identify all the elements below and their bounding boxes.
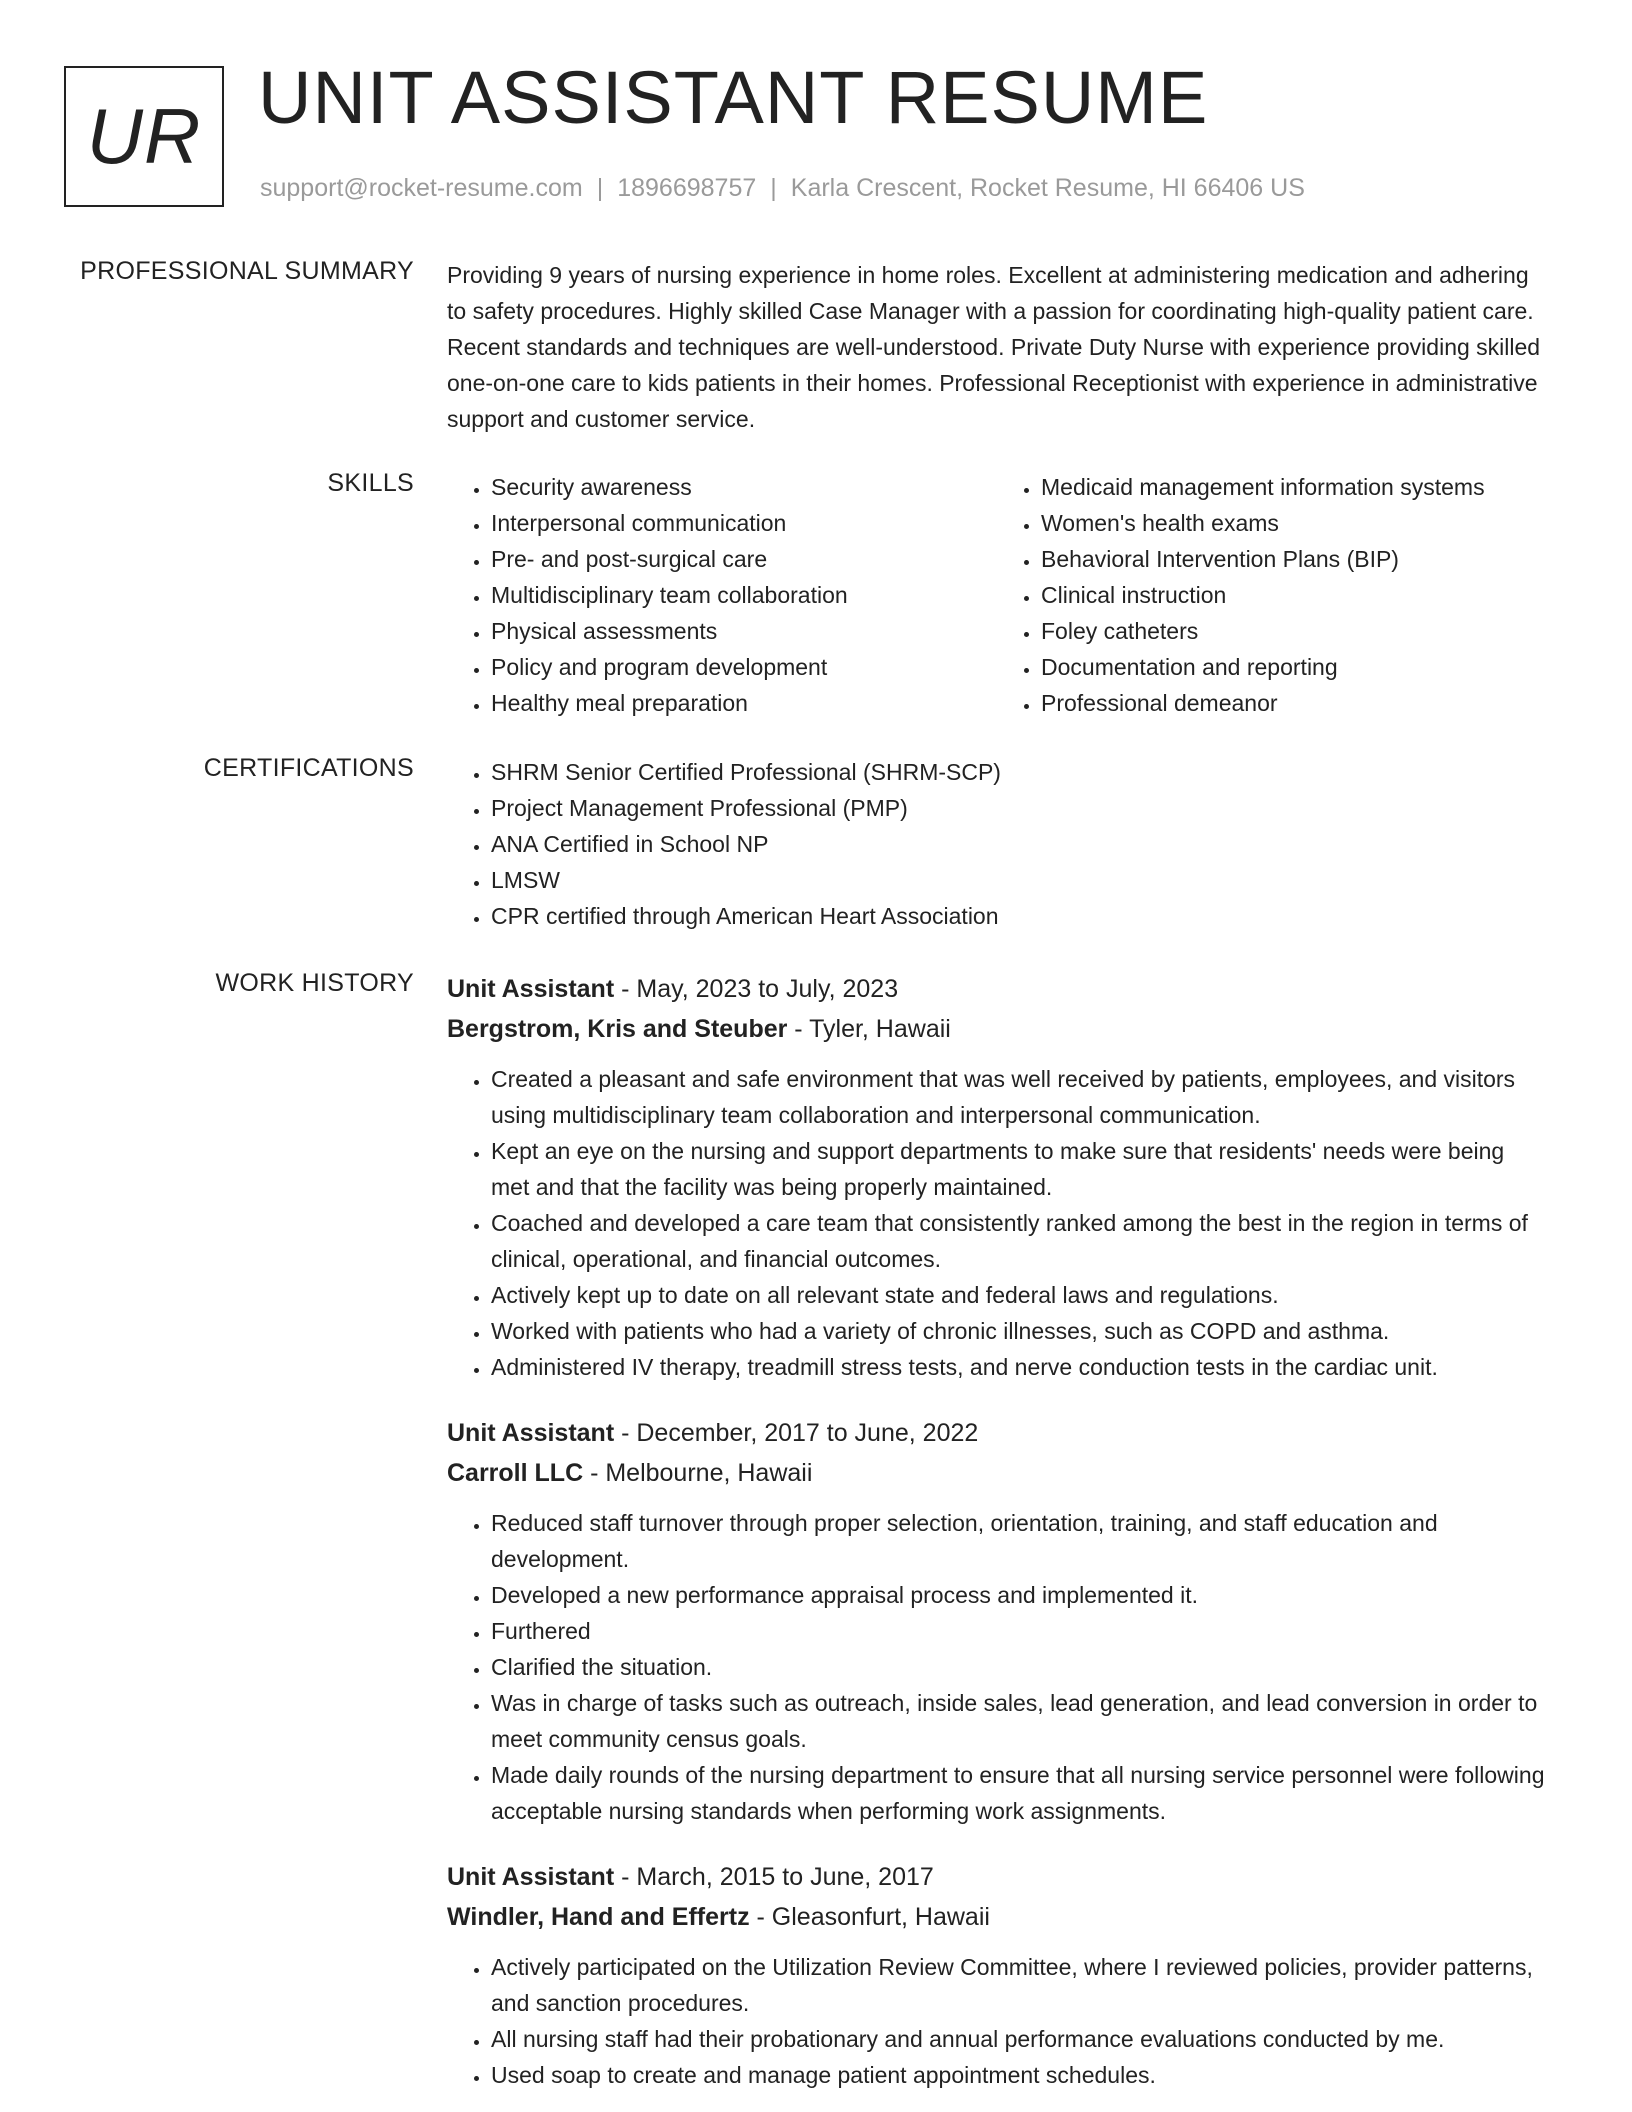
job-company-line (447, 1897, 1547, 1937)
contact-email[interactable]: support@rocket-resume.com (260, 174, 583, 202)
job-bullet: • Actively kept up to date on all relevant state and federal laws and regulations. (491, 1277, 1547, 1313)
section-label-certifications: CERTIFICATIONS (203, 754, 414, 782)
skills-list-right (997, 469, 1547, 721)
job-bullet: • Developed a new performance appraisal process and implemented it. (491, 1577, 1547, 1613)
certifications-content (447, 754, 1547, 934)
work-history-content (447, 969, 1547, 2093)
summary-text: Providing 9 years of nursing experience in home roles. Excellent at administering medication and adhering to safety procedures. Highly skilled Case Manager with a passion for coordinating high-quality patient care. Recent standards and techniques are well-understood. Private Duty Nurse with experience providing skilled one-on-one care to kids patients in their homes. Professional Receptionist with experience in administrative support and customer service. (447, 262, 1541, 432)
summary-content (447, 257, 1547, 437)
job-title-line (447, 1413, 1547, 1453)
section-label-work-history: WORK HISTORY (215, 969, 414, 997)
certification-item: • ANA Certified in School NP (491, 826, 1547, 862)
certification-item: • Project Management Professional (PMP) (491, 790, 1547, 826)
job-title: Unit Assistant (447, 975, 615, 1003)
job-entry (447, 1413, 1547, 1829)
job-dates: - March, 2015 to June, 2017 (614, 1863, 934, 1891)
skill-item: • Clinical instruction (1041, 577, 1547, 613)
job-dates: - May, 2023 to July, 2023 (614, 975, 899, 1003)
job-bullet: • All nursing staff had their probationary and annual performance evaluations conducted by me. (491, 2021, 1547, 2057)
job-location: - Gleasonfurt, Hawaii (749, 1903, 990, 1931)
job-bullet: • Reduced staff turnover through proper selection, orientation, training, and staff education and development. (491, 1505, 1547, 1577)
certification-item: • SHRM Senior Certified Professional (SHRM-SCP) (491, 754, 1547, 790)
job-bullets (447, 1061, 1547, 1385)
skill-item: • Policy and program development (491, 649, 997, 685)
job-bullet: • Coached and developed a care team that consistently ranked among the best in the region in terms of clinical, operational, and financial outcomes. (491, 1205, 1547, 1277)
skill-item: • Physical assessments (491, 613, 997, 649)
monogram-box (64, 66, 224, 207)
contact-phone[interactable]: 1896698757 (617, 174, 757, 202)
monogram-initials: UR (86, 92, 202, 180)
certifications-list (447, 754, 1547, 934)
job-title-line (447, 969, 1547, 1009)
job-entry (447, 969, 1547, 1385)
job-bullet: • Worked with patients who had a variety of chronic illnesses, such as COPD and asthma. (491, 1313, 1547, 1349)
job-company: Windler, Hand and Effertz (447, 1903, 750, 1931)
job-bullet: • Was in charge of tasks such as outreach, inside sales, lead generation, and lead conversion in order to meet community census goals. (491, 1685, 1547, 1757)
job-bullet: • Administered IV therapy, treadmill stress tests, and nerve conduction tests in the cardiac unit. (491, 1349, 1547, 1385)
job-bullet: • Furthered (491, 1613, 1547, 1649)
skill-item: • Behavioral Intervention Plans (BIP) (1041, 541, 1547, 577)
skill-item: • Interpersonal communication (491, 505, 997, 541)
skill-item: • Healthy meal preparation (491, 685, 997, 721)
skill-item: • Professional demeanor (1041, 685, 1547, 721)
job-location: - Melbourne, Hawaii (583, 1459, 813, 1487)
skills-list-left (447, 469, 997, 721)
job-bullet: • Kept an eye on the nursing and support departments to make sure that residents' needs were being met and that the facility was being properly maintained. (491, 1133, 1547, 1205)
section-label-skills: SKILLS (327, 469, 414, 497)
contact-separator: | (596, 174, 604, 202)
skill-item: • Documentation and reporting (1041, 649, 1547, 685)
resume-title: UNIT ASSISTANT RESUME (258, 56, 1209, 139)
skill-item: • Women's health exams (1041, 505, 1547, 541)
job-company-line (447, 1453, 1547, 1493)
skill-item: • Security awareness (491, 469, 997, 505)
job-dates: - December, 2017 to June, 2022 (614, 1419, 979, 1447)
job-bullet: • Created a pleasant and safe environment that was well received by patients, employees, and visitors using multidisciplinary team collaboration and interpersonal communication. (491, 1061, 1547, 1133)
job-title-line (447, 1857, 1547, 1897)
job-bullet: • Made daily rounds of the nursing department to ensure that all nursing service personnel were following acceptable nursing standards when performing work assignments. (491, 1757, 1547, 1829)
job-location: - Tyler, Hawaii (787, 1015, 951, 1043)
contact-line (260, 174, 1305, 203)
job-company: Bergstrom, Kris and Steuber (447, 1015, 788, 1043)
job-bullets (447, 1505, 1547, 1829)
section-label-summary: PROFESSIONAL SUMMARY (80, 257, 414, 285)
skill-item: • Foley catheters (1041, 613, 1547, 649)
certification-item: • LMSW (491, 862, 1547, 898)
job-bullets (447, 1949, 1547, 2093)
job-bullet: • Used soap to create and manage patient appointment schedules. (491, 2057, 1547, 2093)
job-bullet: • Clarified the situation. (491, 1649, 1547, 1685)
skill-item: • Pre- and post-surgical care (491, 541, 997, 577)
job-title: Unit Assistant (447, 1863, 615, 1891)
job-title: Unit Assistant (447, 1419, 615, 1447)
skill-item: • Multidisciplinary team collaboration (491, 577, 997, 613)
job-bullet: • Actively participated on the Utilization Review Committee, where I reviewed policies, provider patterns, and sanction procedures. (491, 1949, 1547, 2021)
contact-separator: | (770, 174, 777, 202)
contact-address: Karla Crescent, Rocket Resume, HI 66406 US (790, 174, 1305, 202)
skill-item: • Medicaid management information systems (1041, 469, 1547, 505)
skills-content (447, 469, 1547, 721)
job-company: Carroll LLC (447, 1459, 584, 1487)
job-company-line (447, 1009, 1547, 1049)
job-entry (447, 1857, 1547, 2093)
certification-item: • CPR certified through American Heart Association (491, 898, 1547, 934)
